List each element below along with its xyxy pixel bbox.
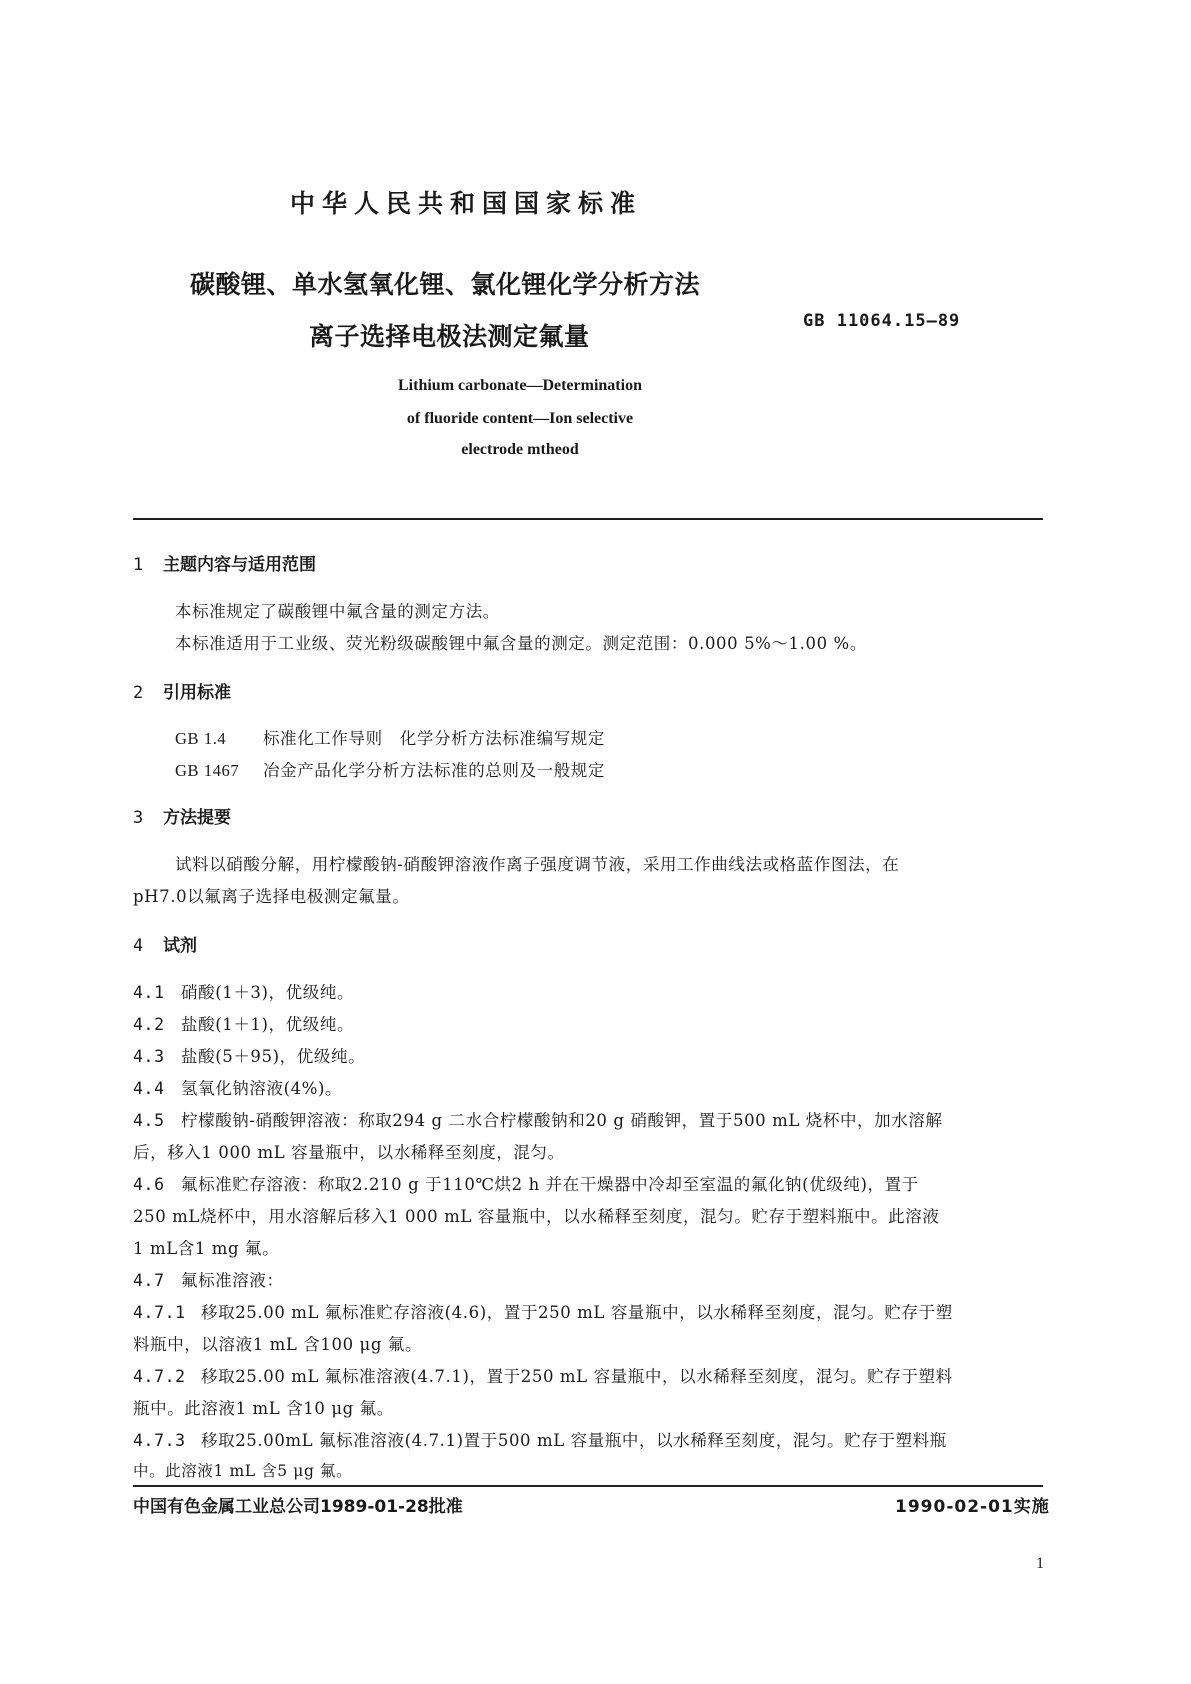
item-text: 氟标准溶液： [181,1271,284,1290]
item-continuation: 后，移入1 000 mL 容量瓶中，以水稀释至刻度，混匀。 [133,1143,565,1162]
item-number: 4.7.3 [133,1431,186,1450]
section-title: 试剂 [163,936,197,956]
reagent-item [133,1107,943,1131]
item-number: 4.7.1 [133,1303,186,1322]
english-title-line3: electrode mtheod [461,441,579,458]
implementation-date: 1990-02-01实施 [895,1497,1050,1517]
english-title-line2: of fluoride content—Ion selective [406,410,634,427]
reagent-item [133,1043,365,1067]
item-text: 硝酸(1＋3)，优级纯。 [181,983,355,1002]
section-1-heading [133,550,316,575]
section-2-heading [133,678,231,703]
reagent-item [133,1011,354,1035]
item-number: 4.5 [133,1111,165,1130]
section-number: 2 [133,683,144,703]
reference-item [175,725,605,749]
item-text: 移取25.00 mL 氟标准贮存溶液(4.6)，置于250 mL 容量瓶中，以水稀释至刻度，混匀。贮存于塑 [201,1303,953,1322]
section-title: 方法提要 [163,808,231,828]
section-number: 4 [133,936,144,956]
item-continuation: 瓶中。此溶液1 mL 含10 μg 氟。 [133,1399,394,1418]
reagent-item [133,1427,947,1451]
reagent-item [133,1299,953,1323]
item-continuation: 料瓶中，以溶液1 mL 含100 μg 氟。 [133,1335,423,1354]
document-title-line1: 碳酸锂、单水氢氧化锂、氯化锂化学分析方法 [190,270,701,299]
item-continuation: 1 mL含1 mg 氟。 [133,1239,280,1258]
item-number: 4.2 [133,1015,165,1034]
reference-code: GB 1.4 [175,729,227,748]
reagent-item [133,1171,919,1195]
item-number: 4.3 [133,1047,165,1066]
header-divider [133,518,1043,520]
section-4-heading [133,931,197,956]
item-number: 4.7 [133,1271,165,1290]
section-number: 3 [133,808,144,828]
reagent-item [133,1267,284,1291]
item-continuation: 250 mL烧杯中，用水溶解后移入1 000 mL 容量瓶中，以水稀释至刻度，混匀。贮存于塑料瓶中。此溶液 [133,1207,940,1226]
reagent-item [133,1363,953,1387]
reagent-item [133,979,354,1003]
standard-code: GB 11064.15—89 [803,311,961,331]
section-1-paragraph-1: 本标准规定了碳酸锂中氟含量的测定方法。 [175,602,500,621]
item-number: 4.6 [133,1175,165,1194]
reference-text: 标准化工作导则 化学分析方法标准编写规定 [263,729,605,748]
item-number: 4.7.2 [133,1367,186,1386]
page-number: 1 [1036,1555,1044,1572]
item-text: 柠檬酸钠-硝酸钾溶液：称取294 g 二水合柠檬酸钠和20 g 硝酸钾，置于500 mL 烧杯中，加水溶解 [181,1111,943,1130]
section-3-heading [133,803,231,828]
approval-statement: 中国有色金属工业总公司1989-01-28批准 [133,1497,463,1517]
section-title: 主题内容与适用范围 [163,555,316,575]
item-continuation: 中。此溶液1 mL 含5 μg 氟。 [133,1462,353,1480]
national-standard-heading: 中华人民共和国国家标准 [290,189,643,218]
reagent-item [133,1075,342,1099]
english-title-line1: Lithium carbonate—Determination [398,377,642,394]
document-title-line2: 离子选择电极法测定氟量 [309,322,590,351]
section-3-line-1: 试料以硝酸分解，用柠檬酸钠-硝酸钾溶液作离子强度调节液，采用工作曲线法或格蓝作图法，在 [175,855,900,874]
section-3-line-2: pH7.0以氟离子选择电极测定氟量。 [133,887,410,906]
item-text: 盐酸(1＋1)，优级纯。 [181,1015,355,1034]
item-text: 盐酸(5＋95)，优级纯。 [181,1047,366,1066]
section-number: 1 [133,555,144,575]
reference-code: GB 1467 [175,761,240,780]
item-number: 4.1 [133,983,165,1002]
section-1-paragraph-2: 本标准适用于工业级、荧光粉级碳酸锂中氟含量的测定。测定范围：0.000 5%～1.00 %。 [175,634,867,653]
reference-text: 冶金产品化学分析方法标准的总则及一般规定 [263,761,605,780]
item-text: 氟标准贮存溶液：称取2.210 g 于110℃烘2 h 并在干燥器中冷却至室温的氟化钠(优级纯)，置于 [181,1175,919,1194]
item-number: 4.4 [133,1079,165,1098]
reference-item [175,757,605,781]
footer-divider [133,1485,1043,1487]
section-title: 引用标准 [163,683,231,703]
item-text: 移取25.00mL 氟标准溶液(4.7.1)置于500 mL 容量瓶中，以水稀释至刻度，混匀。贮存于塑料瓶 [201,1431,947,1450]
item-text: 移取25.00 mL 氟标准溶液(4.7.1)，置于250 mL 容量瓶中，以水稀释至刻度，混匀。贮存于塑料 [201,1367,953,1386]
item-text: 氢氧化钠溶液(4%)。 [181,1079,343,1098]
